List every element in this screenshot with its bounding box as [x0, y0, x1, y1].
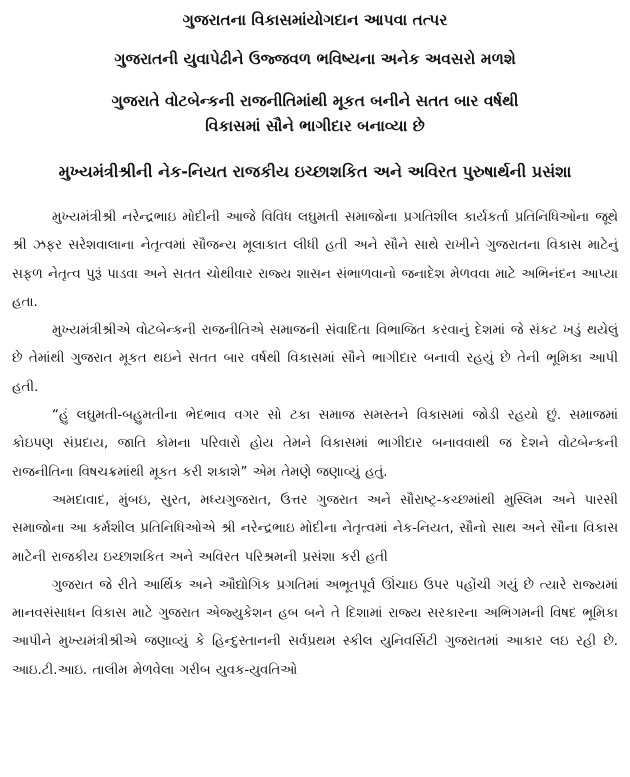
- headline-5: મુખ્યમંત્રીશ્રીની નેક-નિયત રાજકીય ઇચ્છાશકિત અને અવિરત પુરુષાર્થની પ્રસંશા: [58, 162, 572, 181]
- article-body: [12, 204, 618, 685]
- paragraph-2: મુખ્યમંત્રીશ્રીએ વોટબેન્કની રાજનીતિએ સમાજની સંવાદિતા વિભાજિત કરવાનું દેશમાં જે સંકટ ખડું થયેલું છે તેમાંથી ગુજરાત મૂકત થઇને સતત બાર વર્ષથી વિકાસમાં સૌને ભાગીદાર બનાવી રહયું છે તેની ભૂમિકા આપી હતી.: [12, 323, 618, 395]
- headline-1: ગુજરાતના વિકાસમાંયોગદાન આપવા તત્પર: [182, 11, 448, 29]
- paragraph-4: અમદાવાદ, મુંબઇ, સુરત, મધ્યગુજરાત, ઉત્તર ગુજરાત અને સૌરાષ્ટ્ર-કચ્છમાંથી મુસ્લિમ અને પારસી સમાજોના આ કર્મશીલ પ્રતિનિધિઓએ શ્રી નરેન્દ્રભાઇ મોદીના નેતૃત્વમાં નેક-નિયત, સૌનો સાથ અને સૌના વિકાસ માટેની રાજકીય ઇચ્છાશકિત અને અવિરત પરિશ્રમની પ્રસંશા કરી હતી: [12, 492, 618, 565]
- paragraph-1: મુખ્યમંત્રીશ્રી નરેન્દ્રભાઇ મોદીની આજે વિવિધ લઘુમતી સમાજોના પ્રગતિશીલ કાર્યકર્તા પ્રતિનિધિઓના જૂથે શ્રી ઝફર સરેશવાલાના નેતૃત્વમાં સૌજન્ય મૂલાકાત લીધી હતી અને સૌને સાથે રાખીને ગુજરાતના વિકાસ માટેનું સફળ નેતૃત્વ પુરૂં પાડવા અને સતત ચોથીવાર રાજ્ય શાસન સંભાળવાનો જનાદેશ મેળવવા માટે અભિનંદન આપ્યા હતા.: [12, 210, 619, 310]
- paragraph-3: “હું લઘુમતી-બહુમતીના ભેદભાવ વગર સો ટકા સમાજ સમસ્તને વિકાસમાં જોડી રહયો છું. સમાજમાં કોઇપણ સંપ્રદાય, જાતિ કોમના પરિવારો હોય તેમને વિકાસમાં ભાગીદાર બનાવવાથી જ દેશને વોટબેન્કની રાજનીતિના વિષચક્રમાંથી મૂકત કરી શકાશે” એમ તેમણે જણાવ્યું હતું.: [12, 408, 618, 480]
- headline-3: ગુજરાતે વોટબેન્કની રાજનીતિમાંથી મૂકત બનીને સતત બાર વર્ષથી: [111, 92, 519, 110]
- paragraph-5: ગુજરાત જે રીતે આર્થિક અને ઔદ્યોગિક પ્રગતિમાં અભૂતપૂર્વ ઊંચાઇ ઉપર પહોંચી ગયું છે ત્યારે રાજ્યમાં માનવસંસાધન વિકાસ માટે ગુજરાત એજ્યુકેશન હબ બને તે દિશામાં રાજ્ય સરકારના અભિગમની વિષદ ભૂમિકા આપીને મુખ્યમંત્રીશ્રીએ જણાવ્યું કે હિન્દુસ્તાનની સર્વપ્રથમ સ્કીલ યુનિવર્સિટી ગુજરાતમાં આકાર લઇ રહી છે. આઇ.ટી.આઇ. તાલીમ મેળવેલા ગરીબ યુવક-યુવતિઓ: [12, 577, 618, 678]
- headline-2: ગુજરાતની યુવાપેઢીને ઉજ્જવળ ભવિષ્યના અનેક અવસરો મળશે: [114, 50, 516, 68]
- headline-4: વિકાસમાં સૌને ભાગીદાર બનાવ્યા છે: [205, 117, 425, 135]
